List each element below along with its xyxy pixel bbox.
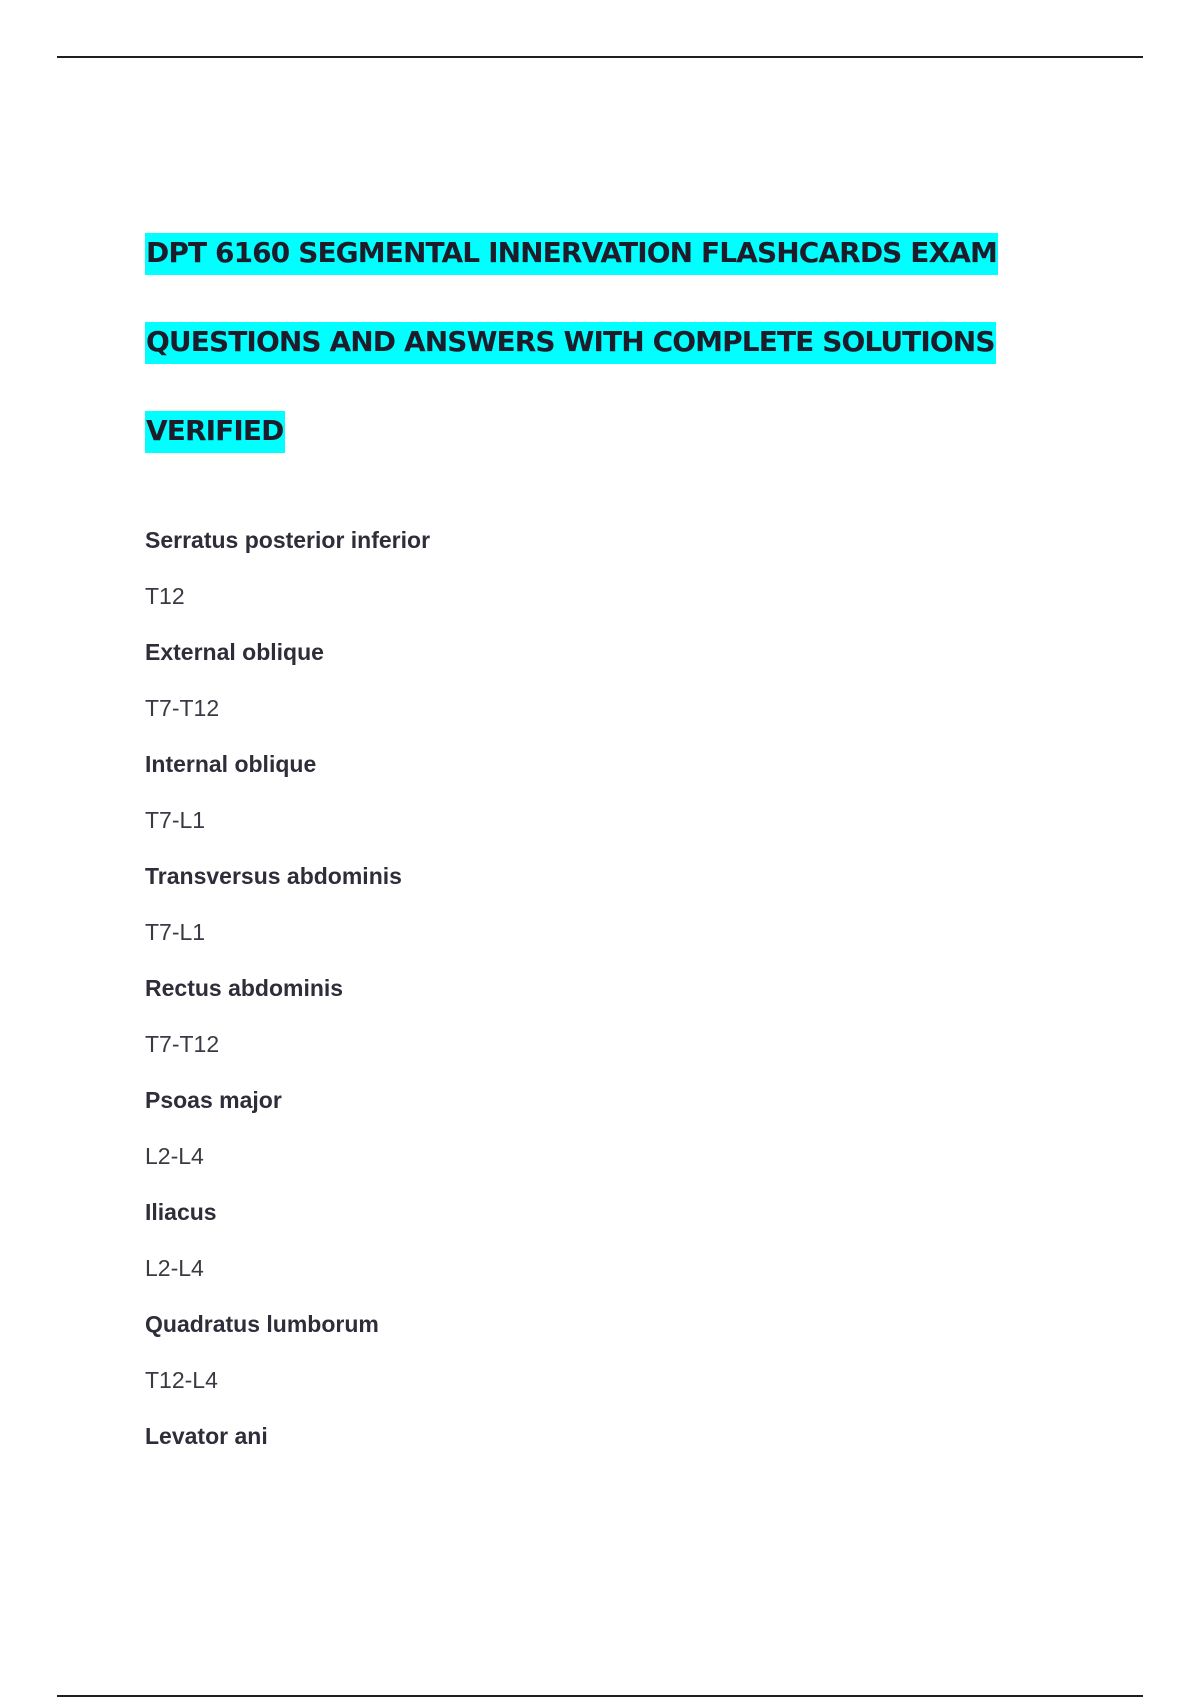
title-line [145, 411, 1105, 500]
flashcard-answer: T12-L4 [145, 1367, 218, 1393]
flashcard-question: External oblique [145, 639, 324, 665]
title-line-text: QUESTIONS AND ANSWERS WITH COMPLETE SOLUTIONS [145, 322, 996, 364]
flashcard-answer: L2-L4 [145, 1255, 204, 1281]
flashcard-answer: T7-L1 [145, 807, 206, 833]
flashcard-answer: T12 [145, 583, 185, 609]
flashcard-list [145, 526, 1105, 1478]
flashcard-question: Transversus abdominis [145, 863, 402, 889]
title-line [145, 322, 1105, 411]
title-line [145, 233, 1105, 322]
flashcard-question: Rectus abdominis [145, 975, 344, 1001]
flashcard-answer: T7-T12 [145, 1031, 220, 1057]
header-rule [57, 56, 1143, 58]
flashcard-question: Quadratus lumborum [145, 1311, 379, 1337]
flashcard-question: Serratus posterior inferior [145, 527, 431, 553]
document-body [145, 233, 1105, 1478]
flashcard-question: Internal oblique [145, 751, 317, 777]
flashcard-answer: L2-L4 [145, 1143, 204, 1169]
flashcard-answer: T7-L1 [145, 919, 206, 945]
flashcard-question: Levator ani [145, 1423, 268, 1449]
title-line-text: VERIFIED [145, 411, 285, 453]
title-line-text: DPT 6160 SEGMENTAL INNERVATION FLASHCARDS EXAM [145, 233, 998, 275]
flashcard-answer: T7-T12 [145, 695, 220, 721]
document-title [145, 233, 1105, 500]
flashcard-question: Psoas major [145, 1087, 282, 1113]
footer-rule [57, 1695, 1143, 1697]
flashcard-question: Iliacus [145, 1199, 217, 1225]
